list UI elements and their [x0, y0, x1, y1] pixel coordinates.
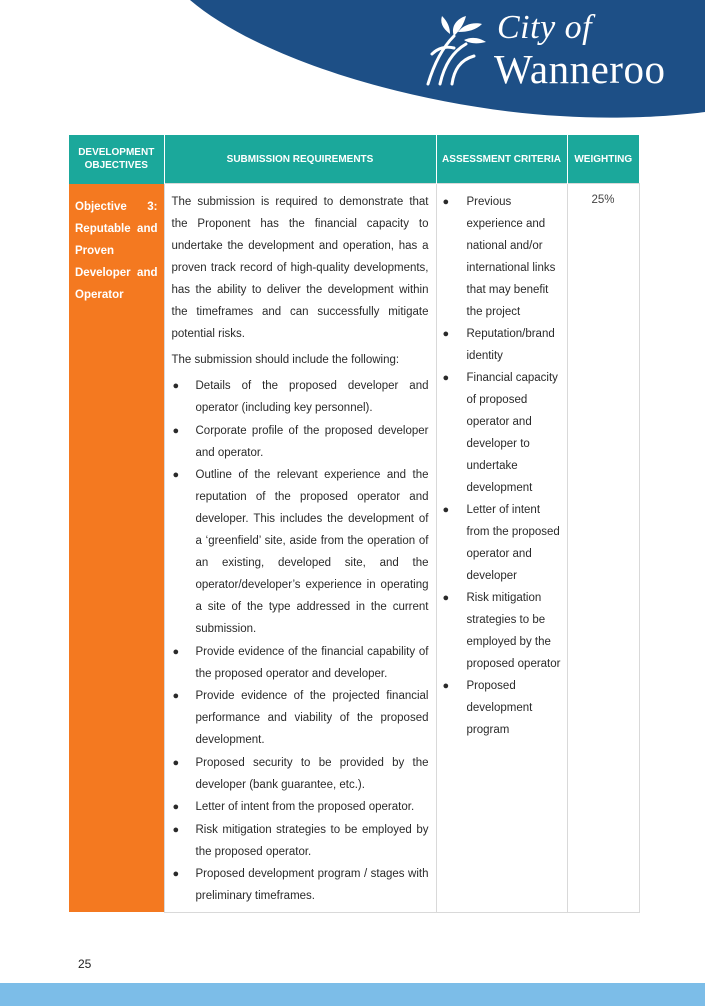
bullet-icon: ● — [442, 372, 450, 384]
criteria-list — [443, 191, 563, 741]
bullet-icon: ● — [442, 196, 450, 208]
bullet-icon: ● — [172, 469, 180, 481]
weighting-cell: 25% — [567, 184, 639, 913]
bullet-icon: ● — [442, 680, 450, 692]
list-item: ● Proposed development program / stages with preliminary timeframes. — [172, 863, 429, 907]
list-item: ● Details of the proposed developer and operator (including key personnel). — [172, 375, 429, 419]
submission-lead: The submission should include the following: — [171, 354, 400, 366]
bullet-icon: ● — [172, 690, 180, 702]
list-item: ● Letter of intent from the proposed operator. — [172, 796, 429, 818]
header-assessment-criteria: ASSESSMENT CRITERIA — [436, 135, 567, 184]
table-row — [69, 184, 639, 913]
list-item: ● Provide evidence of the projected financial performance and viability of the proposed development. — [172, 685, 429, 751]
criteria-cell — [436, 184, 567, 913]
bullet-icon: ● — [442, 328, 450, 340]
bullet-icon: ● — [172, 756, 180, 769]
list-item: ● Financial capacity of proposed operator and developer to undertake development — [443, 367, 563, 499]
list-item: ● Proposed security to be provided by the developer (bank guarantee, etc.). — [172, 752, 429, 796]
bullet-icon: ● — [172, 823, 180, 836]
city-logo-icon — [420, 14, 490, 86]
objective-cell: Objective 3: Reputable and Proven Developer and Operator — [69, 184, 164, 913]
header-weighting: WEIGHTING — [567, 135, 639, 184]
header-submission-requirements: SUBMISSION REQUIREMENTS — [164, 135, 436, 184]
bullet-icon: ● — [442, 592, 450, 604]
requirements-table — [69, 135, 640, 913]
bullet-icon: ● — [172, 868, 180, 880]
table-header-row — [69, 135, 639, 184]
footer-bar — [0, 983, 705, 1006]
list-item: ● Outline of the relevant experience and the reputation of the proposed operator and developer. This includes the development of a ‘greenfield’ site, aside from the operation of an existing, developed site, and the operator/developer’s experience in operating a site of the type addressed in the current submission. — [172, 464, 429, 640]
list-item: ● Corporate profile of the proposed developer and operator. — [172, 420, 429, 464]
bullet-icon: ● — [442, 504, 450, 516]
logo-text-wanneroo: Wanneroo — [494, 46, 666, 92]
bullet-icon: ● — [172, 801, 180, 813]
list-item: ● Provide evidence of the financial capability of the proposed operator and developer. — [172, 641, 429, 685]
list-item: ● Risk mitigation strategies to be employed by the proposed operator. — [172, 819, 429, 863]
logo-text-city-of: City of — [497, 9, 593, 46]
submission-cell — [164, 184, 436, 913]
submission-list — [172, 375, 429, 907]
submission-intro: The submission is required to demonstrate that the Proponent has the financial capacity to undertake the development and operation, has a proven track record of high-quality developments, has the ability to deliver the development within the timeframes and can successfully mitigate potential risks. — [171, 196, 429, 340]
header-development-objectives: DEVELOPMENT OBJECTIVES — [69, 135, 164, 184]
bullet-icon: ● — [172, 645, 180, 658]
list-item: ● Reputation/brand identity — [443, 323, 563, 367]
bullet-icon: ● — [172, 424, 180, 437]
list-item: ● Previous experience and national and/or international links that may benefit the project — [443, 191, 563, 323]
list-item: ● Risk mitigation strategies to be employed by the proposed operator — [443, 587, 563, 675]
page-number: 25 — [78, 957, 92, 971]
bullet-icon: ● — [172, 380, 180, 392]
list-item: ● Proposed development program — [443, 675, 563, 741]
list-item: ● Letter of intent from the proposed operator and developer — [443, 499, 563, 587]
